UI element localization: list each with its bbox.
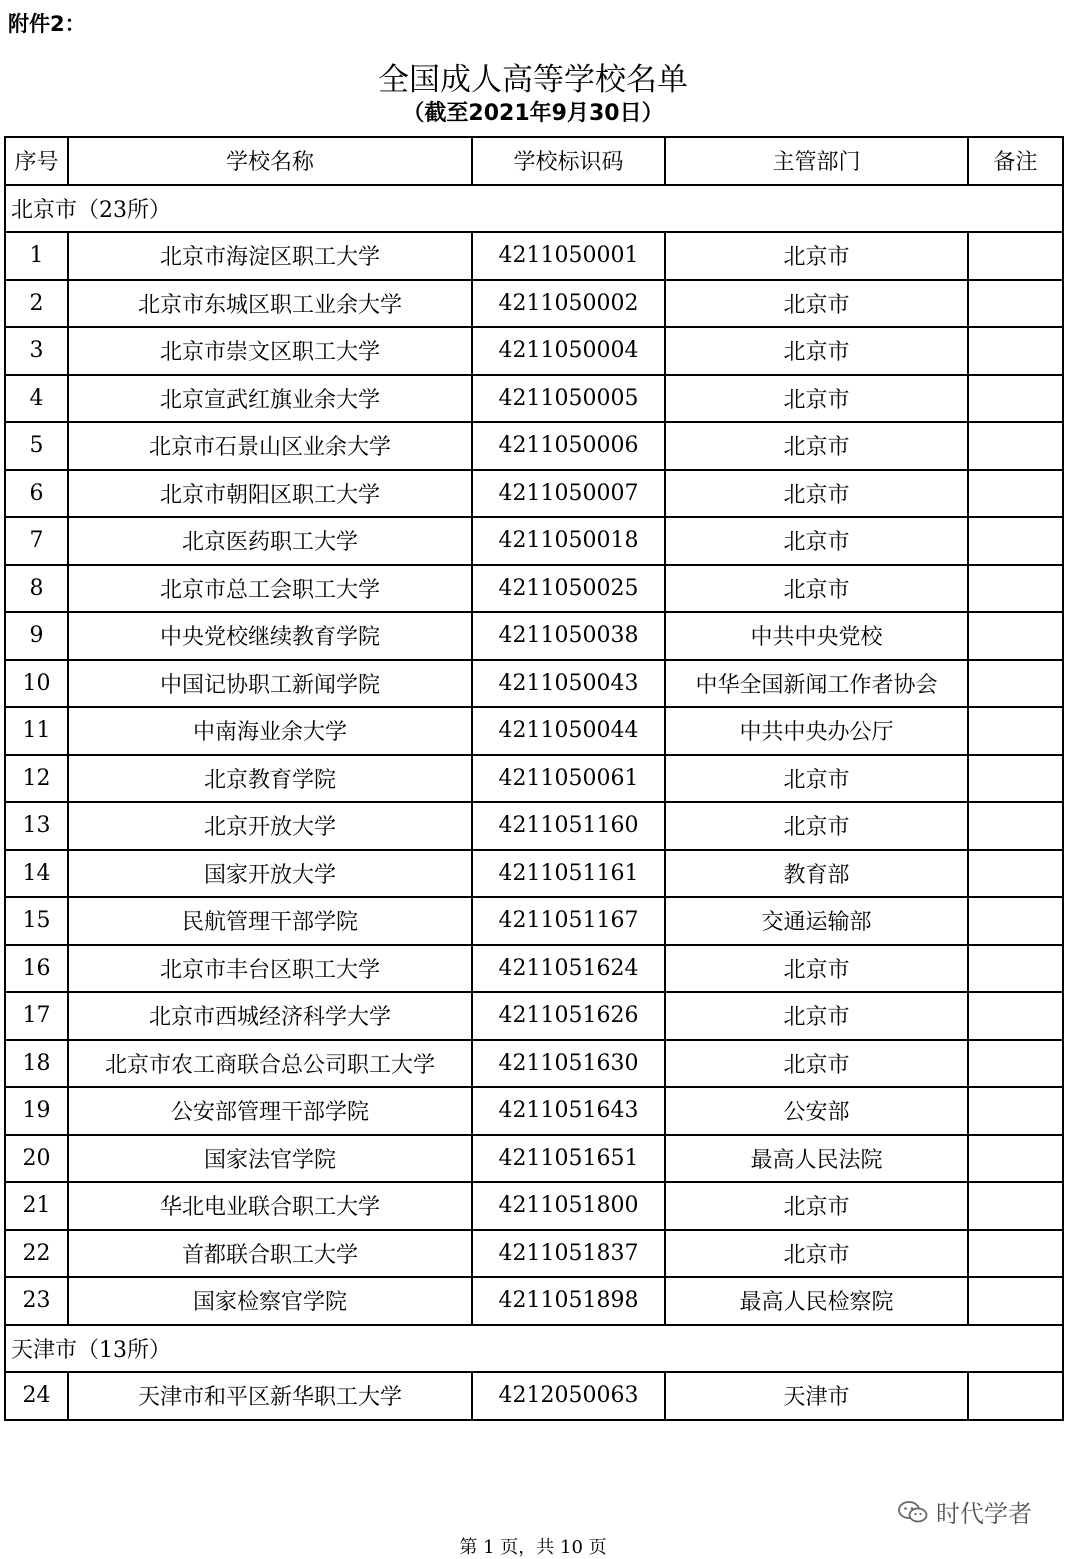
- note-cell: [968, 565, 1063, 613]
- row-number-cell: 5: [5, 422, 68, 470]
- attachment-label: 附件2：: [8, 12, 86, 36]
- table-row: [5, 280, 1063, 328]
- note-cell: [968, 755, 1063, 803]
- school-code-cell: 4211051800: [472, 1182, 665, 1230]
- department-cell: 教育部: [665, 850, 968, 898]
- region-label: 天津市（13所）: [5, 1325, 1063, 1373]
- note-cell: [968, 470, 1063, 518]
- department-cell: 北京市: [665, 280, 968, 328]
- school-code-cell: 4211050038: [472, 612, 665, 660]
- region-label: 北京市（23所）: [5, 185, 1063, 233]
- table-row: [5, 707, 1063, 755]
- table-row: [5, 470, 1063, 518]
- row-number-cell: 16: [5, 945, 68, 993]
- school-list-table: [4, 136, 1064, 1421]
- note-cell: [968, 897, 1063, 945]
- note-cell: [968, 945, 1063, 993]
- note-cell: [968, 1230, 1063, 1278]
- school-code-cell: 4211051626: [472, 992, 665, 1040]
- school-code-cell: 4211050044: [472, 707, 665, 755]
- note-cell: [968, 660, 1063, 708]
- school-name-cell: 北京市西城经济科学大学: [68, 992, 472, 1040]
- header-school-name: 学校名称: [68, 137, 472, 185]
- school-name-cell: 北京教育学院: [68, 755, 472, 803]
- note-cell: [968, 327, 1063, 375]
- school-name-cell: 北京市崇文区职工大学: [68, 327, 472, 375]
- school-name-cell: 中央党校继续教育学院: [68, 612, 472, 660]
- school-name-cell: 北京市农工商联合总公司职工大学: [68, 1040, 472, 1088]
- row-number-cell: 4: [5, 375, 68, 423]
- table-row: [5, 327, 1063, 375]
- document-title: 全国成人高等学校名单: [378, 62, 688, 98]
- table-row: [5, 897, 1063, 945]
- table-row: [5, 660, 1063, 708]
- school-name-cell: 中国记协职工新闻学院: [68, 660, 472, 708]
- table-row: [5, 422, 1063, 470]
- department-cell: 北京市: [665, 755, 968, 803]
- row-number-cell: 11: [5, 707, 68, 755]
- department-cell: 北京市: [665, 375, 968, 423]
- table-row: [5, 945, 1063, 993]
- row-number-cell: 15: [5, 897, 68, 945]
- school-code-cell: 4211050043: [472, 660, 665, 708]
- department-cell: 中共中央党校: [665, 612, 968, 660]
- school-name-cell: 北京市东城区职工业余大学: [68, 280, 472, 328]
- school-name-cell: 国家法官学院: [68, 1135, 472, 1183]
- wechat-icon: [898, 1500, 928, 1524]
- school-code-cell: 4211051167: [472, 897, 665, 945]
- header-no: 序号: [5, 137, 68, 185]
- table-row: [5, 1040, 1063, 1088]
- school-code-cell: 4211051651: [472, 1135, 665, 1183]
- row-number-cell: 3: [5, 327, 68, 375]
- header-department: 主管部门: [665, 137, 968, 185]
- note-cell: [968, 1277, 1063, 1325]
- note-cell: [968, 517, 1063, 565]
- row-number-cell: 7: [5, 517, 68, 565]
- note-cell: [968, 1087, 1063, 1135]
- table-row: [5, 1087, 1063, 1135]
- row-number-cell: 13: [5, 802, 68, 850]
- row-number-cell: 6: [5, 470, 68, 518]
- school-name-cell: 北京市朝阳区职工大学: [68, 470, 472, 518]
- table-row: [5, 612, 1063, 660]
- department-cell: 公安部: [665, 1087, 968, 1135]
- school-name-cell: 国家检察官学院: [68, 1277, 472, 1325]
- note-cell: [968, 992, 1063, 1040]
- table-row: [5, 517, 1063, 565]
- school-name-cell: 北京医药职工大学: [68, 517, 472, 565]
- school-name-cell: 北京市总工会职工大学: [68, 565, 472, 613]
- table-row: [5, 802, 1063, 850]
- department-cell: 最高人民检察院: [665, 1277, 968, 1325]
- department-cell: 北京市: [665, 422, 968, 470]
- row-number-cell: 2: [5, 280, 68, 328]
- school-code-cell: 4211051630: [472, 1040, 665, 1088]
- school-code-cell: 4211050001: [472, 232, 665, 280]
- row-number-cell: 22: [5, 1230, 68, 1278]
- school-name-cell: 国家开放大学: [68, 850, 472, 898]
- department-cell: 中华全国新闻工作者协会: [665, 660, 968, 708]
- header-note: 备注: [968, 137, 1063, 185]
- school-code-cell: 4211051898: [472, 1277, 665, 1325]
- table-body: [5, 185, 1063, 1420]
- school-code-cell: 4211051643: [472, 1087, 665, 1135]
- department-cell: 北京市: [665, 802, 968, 850]
- row-number-cell: 10: [5, 660, 68, 708]
- school-code-cell: 4211050002: [472, 280, 665, 328]
- row-number-cell: 17: [5, 992, 68, 1040]
- note-cell: [968, 1135, 1063, 1183]
- watermark-text: 时代学者: [936, 1500, 1032, 1528]
- row-number-cell: 18: [5, 1040, 68, 1088]
- school-code-cell: 4211050004: [472, 327, 665, 375]
- department-cell: 北京市: [665, 1182, 968, 1230]
- school-code-cell: 4211051161: [472, 850, 665, 898]
- row-number-cell: 19: [5, 1087, 68, 1135]
- table-row: [5, 755, 1063, 803]
- table-row: [5, 232, 1063, 280]
- page-footer: 第 1 页，共 10 页: [459, 1537, 607, 1558]
- header-school-code: 学校标识码: [472, 137, 665, 185]
- table-row: [5, 850, 1063, 898]
- school-code-cell: 4211051624: [472, 945, 665, 993]
- table-row: [5, 992, 1063, 1040]
- department-cell: 北京市: [665, 232, 968, 280]
- school-code-cell: 4211050018: [472, 517, 665, 565]
- row-number-cell: 23: [5, 1277, 68, 1325]
- school-code-cell: 4211051160: [472, 802, 665, 850]
- watermark: [898, 1494, 1032, 1529]
- school-name-cell: 首都联合职工大学: [68, 1230, 472, 1278]
- document-subtitle: （截至2021年9月30日）: [402, 101, 664, 126]
- school-code-cell: 4212050063: [472, 1372, 665, 1420]
- table-row: [5, 1182, 1063, 1230]
- note-cell: [968, 1040, 1063, 1088]
- row-number-cell: 8: [5, 565, 68, 613]
- table-row: [5, 565, 1063, 613]
- table-row: [5, 1135, 1063, 1183]
- school-code-cell: 4211050005: [472, 375, 665, 423]
- table-header-row: [5, 137, 1063, 185]
- row-number-cell: 1: [5, 232, 68, 280]
- table-row: [5, 1230, 1063, 1278]
- school-name-cell: 北京开放大学: [68, 802, 472, 850]
- school-code-cell: 4211050025: [472, 565, 665, 613]
- department-cell: 最高人民法院: [665, 1135, 968, 1183]
- school-name-cell: 北京市丰台区职工大学: [68, 945, 472, 993]
- school-name-cell: 北京市海淀区职工大学: [68, 232, 472, 280]
- school-name-cell: 民航管理干部学院: [68, 897, 472, 945]
- table-row: [5, 1372, 1063, 1420]
- region-row: [5, 185, 1063, 233]
- department-cell: 北京市: [665, 1230, 968, 1278]
- department-cell: 北京市: [665, 327, 968, 375]
- department-cell: 北京市: [665, 992, 968, 1040]
- note-cell: [968, 850, 1063, 898]
- row-number-cell: 21: [5, 1182, 68, 1230]
- row-number-cell: 12: [5, 755, 68, 803]
- note-cell: [968, 280, 1063, 328]
- department-cell: 交通运输部: [665, 897, 968, 945]
- department-cell: 北京市: [665, 1040, 968, 1088]
- school-code-cell: 4211050061: [472, 755, 665, 803]
- row-number-cell: 24: [5, 1372, 68, 1420]
- note-cell: [968, 1182, 1063, 1230]
- school-name-cell: 中南海业余大学: [68, 707, 472, 755]
- region-row: [5, 1325, 1063, 1373]
- row-number-cell: 20: [5, 1135, 68, 1183]
- department-cell: 天津市: [665, 1372, 968, 1420]
- note-cell: [968, 612, 1063, 660]
- school-code-cell: 4211050007: [472, 470, 665, 518]
- note-cell: [968, 375, 1063, 423]
- department-cell: 北京市: [665, 565, 968, 613]
- department-cell: 中共中央办公厅: [665, 707, 968, 755]
- school-code-cell: 4211050006: [472, 422, 665, 470]
- school-name-cell: 北京宣武红旗业余大学: [68, 375, 472, 423]
- table-row: [5, 1277, 1063, 1325]
- school-name-cell: 天津市和平区新华职工大学: [68, 1372, 472, 1420]
- note-cell: [968, 707, 1063, 755]
- row-number-cell: 9: [5, 612, 68, 660]
- department-cell: 北京市: [665, 470, 968, 518]
- school-name-cell: 公安部管理干部学院: [68, 1087, 472, 1135]
- note-cell: [968, 232, 1063, 280]
- school-code-cell: 4211051837: [472, 1230, 665, 1278]
- school-name-cell: 北京市石景山区业余大学: [68, 422, 472, 470]
- note-cell: [968, 1372, 1063, 1420]
- department-cell: 北京市: [665, 945, 968, 993]
- school-name-cell: 华北电业联合职工大学: [68, 1182, 472, 1230]
- department-cell: 北京市: [665, 517, 968, 565]
- row-number-cell: 14: [5, 850, 68, 898]
- note-cell: [968, 802, 1063, 850]
- note-cell: [968, 422, 1063, 470]
- table-row: [5, 375, 1063, 423]
